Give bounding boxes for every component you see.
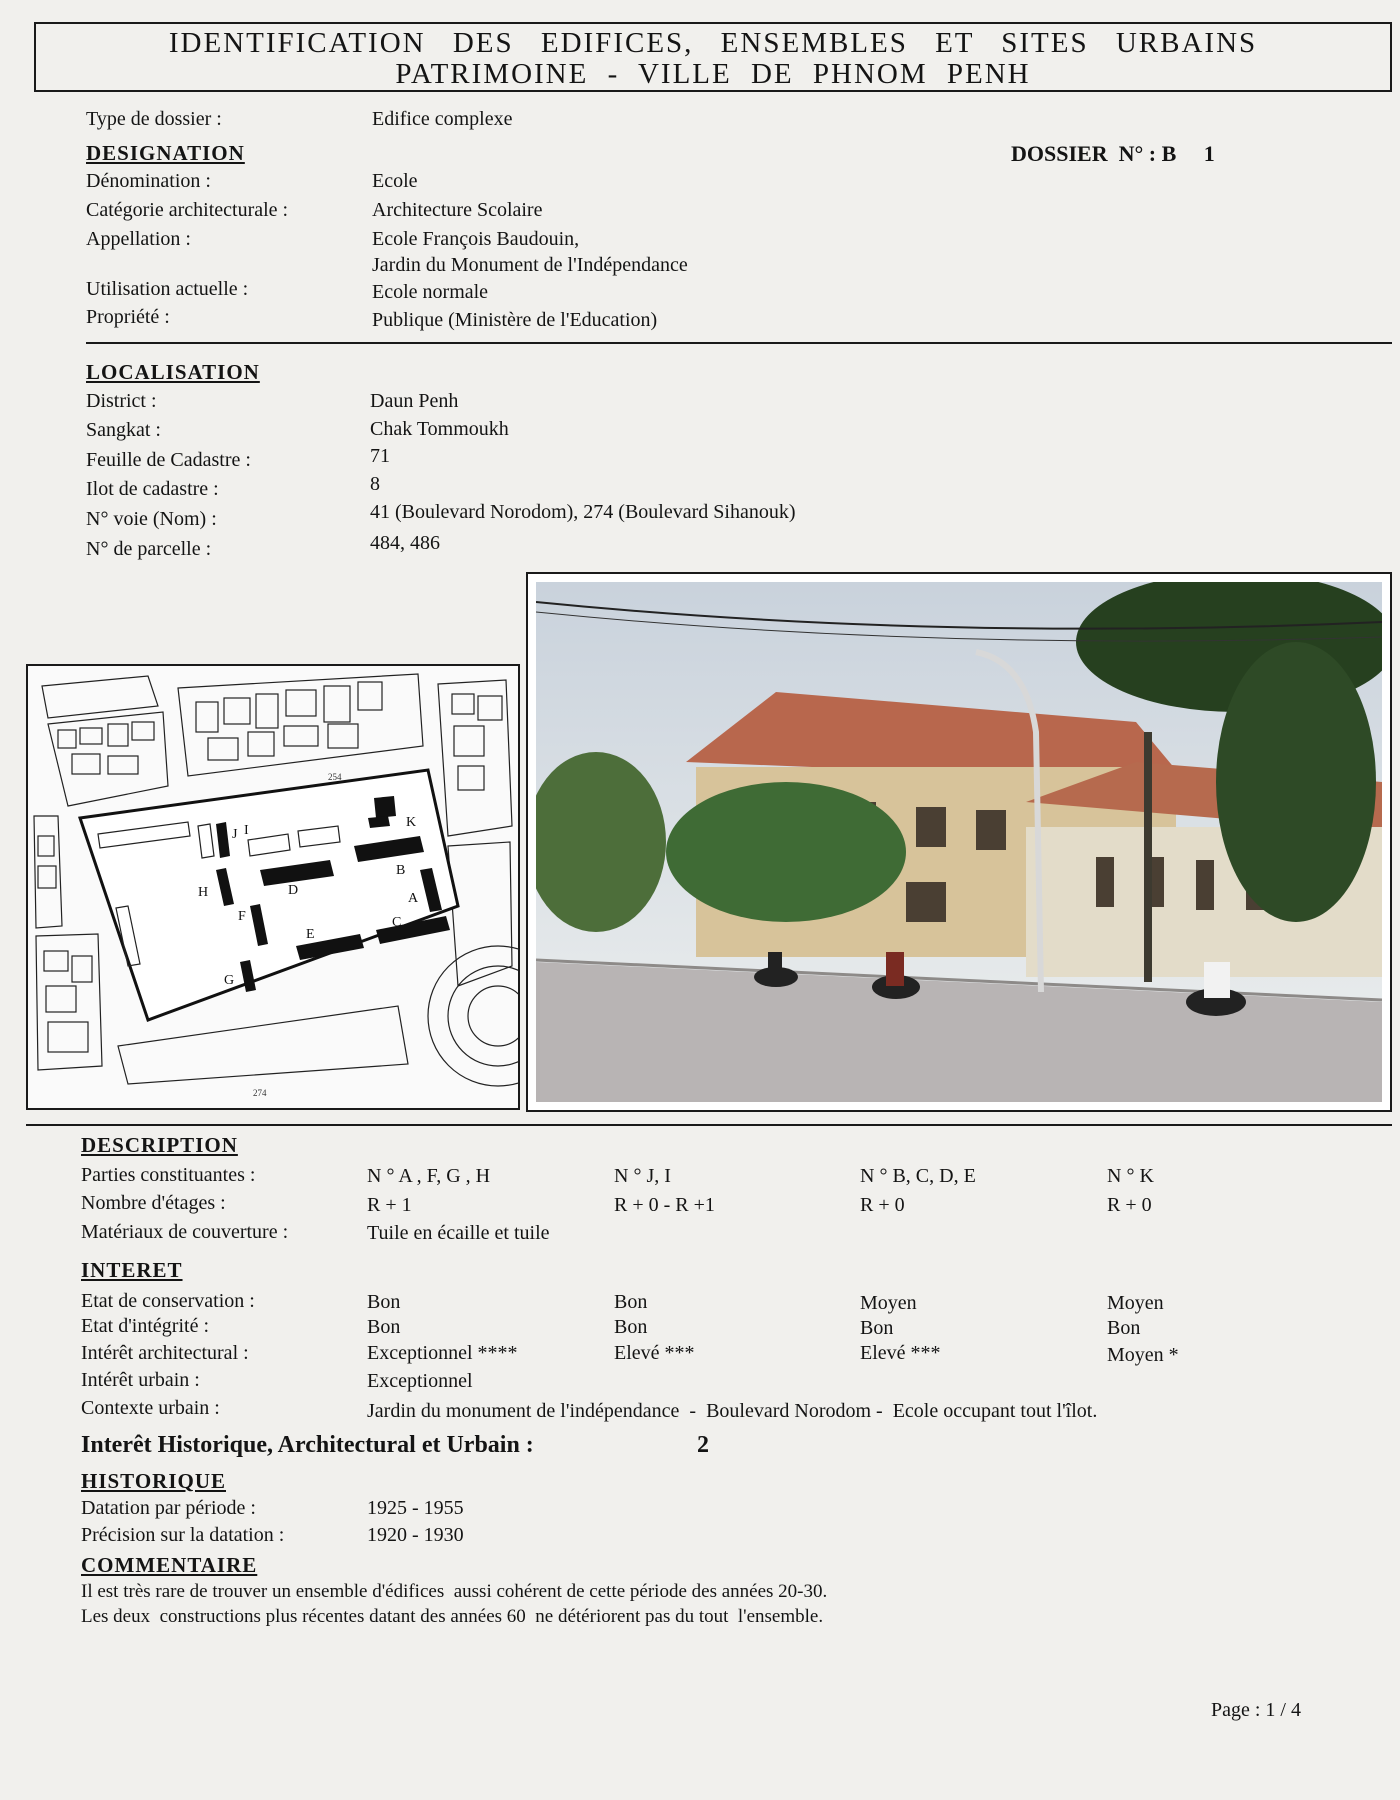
precision-value: 1920 - 1930 <box>367 1524 464 1546</box>
datation-label: Datation par période : <box>81 1497 256 1519</box>
precision-label: Précision sur la datation : <box>81 1524 285 1546</box>
interet-heading: INTERET <box>81 1258 183 1282</box>
architectural-col-3: Elevé *** <box>860 1342 941 1364</box>
architectural-col-2: Elevé *** <box>614 1342 695 1364</box>
title-line-2: PATRIMOINE - VILLE DE PHNOM PENH <box>395 58 1031 90</box>
appellation-value-1: Ecole François Baudouin, <box>372 228 580 250</box>
map-label-j: J <box>232 827 238 842</box>
type-dossier-label: Type de dossier : <box>86 108 222 130</box>
map-label-b: B <box>396 863 406 878</box>
designation-heading: DESIGNATION <box>86 141 245 165</box>
categorie-label: Catégorie architecturale : <box>86 199 289 221</box>
conservation-col-3: Moyen <box>860 1292 917 1314</box>
datation-value: 1925 - 1955 <box>367 1497 464 1519</box>
sangkat-label: Sangkat : <box>86 419 161 441</box>
sangkat-value: Chak Tommoukh <box>370 418 509 440</box>
map-label-d: D <box>288 883 299 898</box>
parties-col-2: N ° J, I <box>614 1165 671 1187</box>
categorie-value: Architecture Scolaire <box>372 199 543 221</box>
utilisation-label: Utilisation actuelle : <box>86 278 249 300</box>
conservation-label: Etat de conservation : <box>81 1290 255 1312</box>
conservation-col-2: Bon <box>614 1291 648 1313</box>
contexte-value: Jardin du monument de l'indépendance - Boulevard Norodom - Ecole occupant tout l'îlot. <box>367 1400 1098 1422</box>
denomination-label: Dénomination : <box>86 170 211 192</box>
parcelle-value: 484, 486 <box>370 532 440 554</box>
title-line-1: IDENTIFICATION DES EDIFICES, ENSEMBLES ET SITES URBAINS <box>168 27 1258 59</box>
architectural-col-1: Exceptionnel **** <box>367 1342 518 1364</box>
materiaux-label: Matériaux de couverture : <box>81 1221 289 1243</box>
contexte-label: Contexte urbain : <box>81 1397 220 1419</box>
urbain-value: Exceptionnel <box>367 1370 473 1392</box>
etages-label: Nombre d'étages : <box>81 1192 226 1214</box>
parties-col-4: N ° K <box>1107 1165 1154 1187</box>
title-box <box>34 22 1392 92</box>
district-label: District : <box>86 390 157 412</box>
voie-label: N° voie (Nom) : <box>86 508 217 530</box>
map-label-g: G <box>224 973 235 988</box>
parcelle-label: N° de parcelle : <box>86 538 212 560</box>
denomination-value: Ecole <box>372 170 418 192</box>
map-street-254: 254 <box>328 772 342 782</box>
interet-total-value: 2 <box>697 1432 709 1458</box>
interet-total-label: Interêt Historique, Architectural et Urbain : <box>81 1432 534 1458</box>
dossier-number: DOSSIER N° : B 1 <box>1011 141 1215 166</box>
architectural-col-4: Moyen * <box>1107 1344 1179 1366</box>
integrite-col-2: Bon <box>614 1316 648 1338</box>
map-street-274: 274 <box>253 1088 267 1098</box>
parties-col-1: N ° A , F, G , H <box>367 1165 491 1187</box>
cadastre-map <box>26 664 520 1110</box>
map-label-c: C <box>392 915 402 930</box>
ilot-label: Ilot de cadastre : <box>86 478 219 500</box>
ilot-value: 8 <box>370 473 380 495</box>
map-label-a: A <box>408 891 419 906</box>
description-heading: DESCRIPTION <box>81 1133 238 1157</box>
localisation-heading: LOCALISATION <box>86 360 260 384</box>
parties-col-3: N ° B, C, D, E <box>860 1165 976 1187</box>
voie-value: 41 (Boulevard Norodom), 274 (Boulevard Sihanouk) <box>370 501 796 523</box>
architectural-label: Intérêt architectural : <box>81 1342 249 1364</box>
feuille-label: Feuille de Cadastre : <box>86 449 251 471</box>
conservation-col-1: Bon <box>367 1291 401 1313</box>
designation-rule <box>86 342 1392 344</box>
conservation-col-4: Moyen <box>1107 1292 1164 1314</box>
integrite-col-3: Bon <box>860 1317 894 1339</box>
urbain-label: Intérêt urbain : <box>81 1369 200 1391</box>
materiaux-value: Tuile en écaille et tuile <box>367 1222 550 1244</box>
utilisation-value: Ecole normale <box>372 281 489 303</box>
map-label-e: E <box>306 927 315 942</box>
parties-label: Parties constituantes : <box>81 1164 256 1186</box>
integrite-label: Etat d'intégrité : <box>81 1315 210 1337</box>
map-label-h: H <box>198 885 209 900</box>
propriete-value: Publique (Ministère de l'Education) <box>372 309 658 331</box>
commentaire-line-2: Les deux constructions plus récentes datant des années 60 ne détériorent pas du tout l'ensemble. <box>81 1606 824 1627</box>
integrite-col-4: Bon <box>1107 1317 1141 1339</box>
feuille-value: 71 <box>370 445 390 467</box>
type-dossier-value: Edifice complexe <box>372 108 513 130</box>
appellation-label: Appellation : <box>86 228 191 250</box>
page-number: Page : 1 / 4 <box>1211 1699 1301 1721</box>
propriete-label: Propriété : <box>86 306 170 328</box>
etages-col-3: R + 0 <box>860 1194 905 1216</box>
map-label-k: K <box>406 815 417 830</box>
appellation-value-2: Jardin du Monument de l'Indépendance <box>372 254 688 276</box>
commentaire-line-1: Il est très rare de trouver un ensemble d'édifices aussi cohérent de cette période des années 20-30. <box>81 1581 828 1602</box>
historique-heading: HISTORIQUE <box>81 1469 226 1493</box>
map-label-f: F <box>238 909 246 924</box>
commentaire-heading: COMMENTAIRE <box>81 1553 258 1577</box>
etages-col-4: R + 0 <box>1107 1194 1152 1216</box>
etages-col-2: R + 0 - R +1 <box>614 1194 715 1216</box>
photo-rule <box>26 1124 1392 1126</box>
building-photo <box>526 572 1392 1112</box>
district-value: Daun Penh <box>370 390 459 412</box>
map-label-i: I <box>244 823 249 838</box>
integrite-col-1: Bon <box>367 1316 401 1338</box>
etages-col-1: R + 1 <box>367 1194 412 1216</box>
